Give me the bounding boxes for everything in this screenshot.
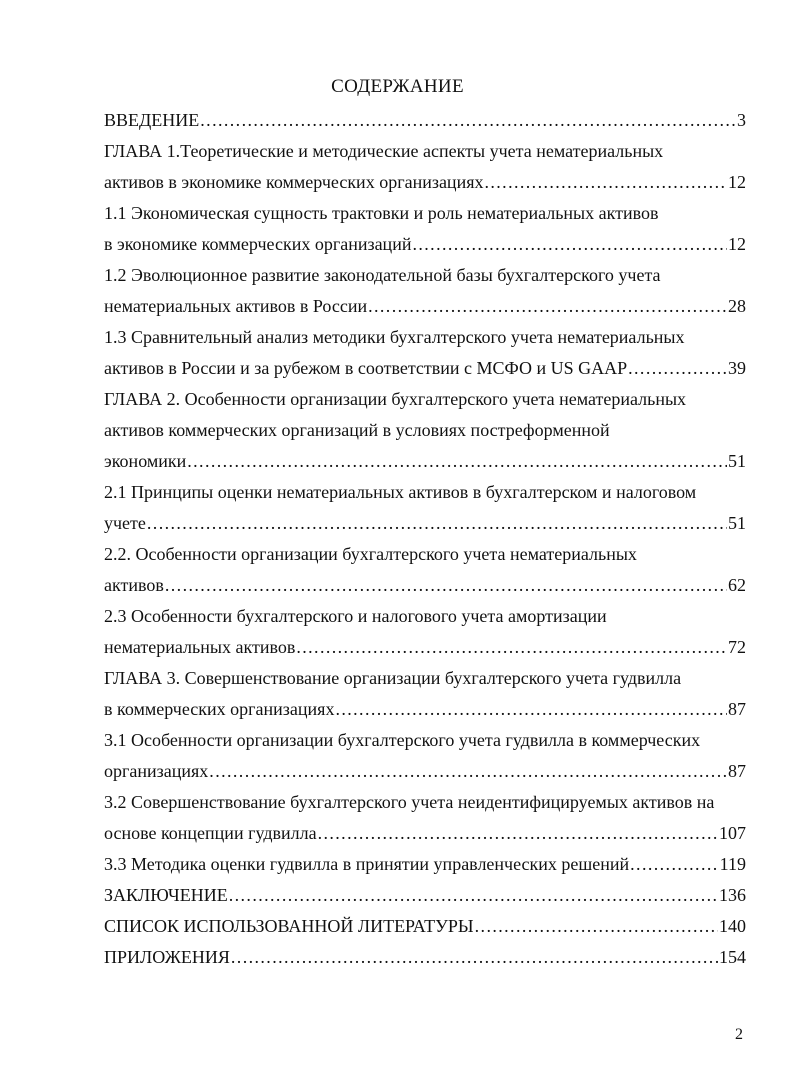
toc-page-number: 51 <box>728 513 746 533</box>
toc-entry-text: 2.1 Принципы оценки нематериальных активов в бухгалтерском и налоговом <box>104 482 697 502</box>
toc-page-number: 28 <box>728 296 746 316</box>
toc-page-number: 119 <box>719 854 746 874</box>
toc-page-number: 87 <box>728 761 746 781</box>
toc-entry-text: 1.3 Сравнительный анализ методики бухгалтерского учета нематериальных <box>104 327 685 347</box>
toc-entry-line <box>104 822 746 853</box>
toc-dot-leader <box>200 109 736 131</box>
toc-entry-text: ПРИЛОЖЕНИЯ <box>104 947 230 967</box>
toc-entry-line <box>104 481 746 512</box>
toc-page-number: 136 <box>719 885 746 905</box>
toc-dot-leader <box>187 450 727 472</box>
toc-entry[interactable] <box>104 915 746 946</box>
toc-dot-leader <box>165 574 727 596</box>
toc-entry[interactable] <box>104 109 746 140</box>
toc-page-number: 3 <box>737 110 746 130</box>
toc-entry-text: учете <box>104 513 146 533</box>
table-of-contents <box>104 109 746 977</box>
toc-entry-line <box>104 512 746 543</box>
toc-entry-line <box>104 605 746 636</box>
toc-page-number: 62 <box>728 575 746 595</box>
toc-entry-text: 1.2 Эволюционное развитие законодательной базы бухгалтерского учета <box>104 265 661 285</box>
toc-entry-line <box>104 171 746 202</box>
toc-page-number: 51 <box>728 451 746 471</box>
toc-entry-line <box>104 450 746 481</box>
toc-entry-line <box>104 419 746 450</box>
toc-entry-line <box>104 791 746 822</box>
toc-entry-text: экономики <box>104 451 187 471</box>
toc-entry-line <box>104 202 746 233</box>
toc-entry[interactable] <box>104 264 746 326</box>
toc-dot-leader <box>229 884 718 906</box>
toc-dot-leader <box>475 915 718 937</box>
toc-entry[interactable] <box>104 140 746 202</box>
toc-entry[interactable] <box>104 667 746 729</box>
toc-entry-line <box>104 109 746 140</box>
toc-entry-line <box>104 698 746 729</box>
toc-dot-leader <box>231 946 718 968</box>
toc-page-number: 87 <box>728 699 746 719</box>
toc-entry-text: ГЛАВА 1.Теоретические и методические аспекты учета нематериальных <box>104 141 664 161</box>
toc-entry[interactable] <box>104 202 746 264</box>
toc-page-number: 12 <box>728 172 746 192</box>
toc-entry-text: активов <box>104 575 164 595</box>
toc-entry-line <box>104 543 746 574</box>
toc-entry[interactable] <box>104 729 746 791</box>
toc-entry-line <box>104 388 746 419</box>
toc-dot-leader <box>368 295 727 317</box>
toc-entry-text: 2.2. Особенности организации бухгалтерского учета нематериальных <box>104 544 637 564</box>
toc-entry-line <box>104 140 746 171</box>
toc-entry-text: ГЛАВА 2. Особенности организации бухгалтерского учета нематериальных <box>104 389 687 409</box>
toc-entry-text: 3.1 Особенности организации бухгалтерского учета гудвилла в коммерческих <box>104 730 701 750</box>
page-title: СОДЕРЖАНИЕ <box>331 76 464 97</box>
toc-entry-text: 3.2 Совершенствование бухгалтерского учета неидентифицируемых активов на <box>104 792 715 812</box>
page-number: 2 <box>735 1026 743 1043</box>
toc-entry[interactable] <box>104 605 746 667</box>
toc-entry-text: СПИСОК ИСПОЛЬЗОВАННОЙ ЛИТЕРАТУРЫ <box>104 916 474 936</box>
toc-entry-text: 1.1 Экономическая сущность трактовки и роль нематериальных активов <box>104 203 659 223</box>
toc-entry-line <box>104 295 746 326</box>
toc-dot-leader <box>630 853 719 875</box>
toc-entry[interactable] <box>104 543 746 605</box>
toc-page-number: 12 <box>728 234 746 254</box>
toc-entry-line <box>104 729 746 760</box>
toc-entry-text: нематериальных активов <box>104 637 296 657</box>
toc-dot-leader <box>318 822 718 844</box>
toc-entry-text: ЗАКЛЮЧЕНИЕ <box>104 885 228 905</box>
toc-entry-line <box>104 946 746 977</box>
toc-entry-text: основе концепции гудвилла <box>104 823 317 843</box>
toc-entry-text: организациях <box>104 761 209 781</box>
toc-dot-leader <box>147 512 727 534</box>
toc-entry-text: активов в экономике коммерческих организациях <box>104 172 484 192</box>
toc-dot-leader <box>628 357 727 379</box>
toc-entry-text: нематериальных активов в России <box>104 296 368 316</box>
toc-dot-leader <box>484 171 727 193</box>
toc-dot-leader <box>209 760 727 782</box>
toc-page-number: 39 <box>728 358 746 378</box>
toc-entry[interactable] <box>104 791 746 853</box>
toc-entry-line <box>104 760 746 791</box>
toc-entry[interactable] <box>104 388 746 481</box>
toc-entry[interactable] <box>104 481 746 543</box>
toc-dot-leader <box>412 233 727 255</box>
toc-entry-line <box>104 574 746 605</box>
toc-entry[interactable] <box>104 884 746 915</box>
toc-page-number: 107 <box>719 823 746 843</box>
toc-entry-line <box>104 636 746 667</box>
toc-entry-line <box>104 233 746 264</box>
toc-entry[interactable] <box>104 853 746 884</box>
toc-entry-text: активов в России и за рубежом в соответствии с МСФО и US GAAP <box>104 358 628 378</box>
toc-entry-text: ВВЕДЕНИЕ <box>104 110 200 130</box>
toc-entry-line <box>104 884 746 915</box>
toc-entry-text: 3.3 Методика оценки гудвилла в принятии управленческих решений <box>104 854 630 874</box>
toc-entry[interactable] <box>104 946 746 977</box>
toc-entry-line <box>104 357 746 388</box>
toc-entry-text: в коммерческих организациях <box>104 699 335 719</box>
toc-dot-leader <box>296 636 727 658</box>
toc-entry-text: ГЛАВА 3. Совершенствование организации бухгалтерского учета гудвилла <box>104 668 682 688</box>
toc-entry-text: активов коммерческих организаций в условиях постреформенной <box>104 420 610 440</box>
toc-page-number: 154 <box>719 947 746 967</box>
toc-entry-line <box>104 667 746 698</box>
toc-entry[interactable] <box>104 326 746 388</box>
toc-entry-text: в экономике коммерческих организаций <box>104 234 412 254</box>
toc-entry-line <box>104 264 746 295</box>
toc-entry-text: 2.3 Особенности бухгалтерского и налогового учета амортизации <box>104 606 607 626</box>
toc-dot-leader <box>335 698 727 720</box>
toc-page-number: 140 <box>719 916 746 936</box>
toc-entry-line <box>104 326 746 357</box>
toc-entry-line <box>104 853 746 884</box>
toc-entry-line <box>104 915 746 946</box>
toc-page-number: 72 <box>728 637 746 657</box>
